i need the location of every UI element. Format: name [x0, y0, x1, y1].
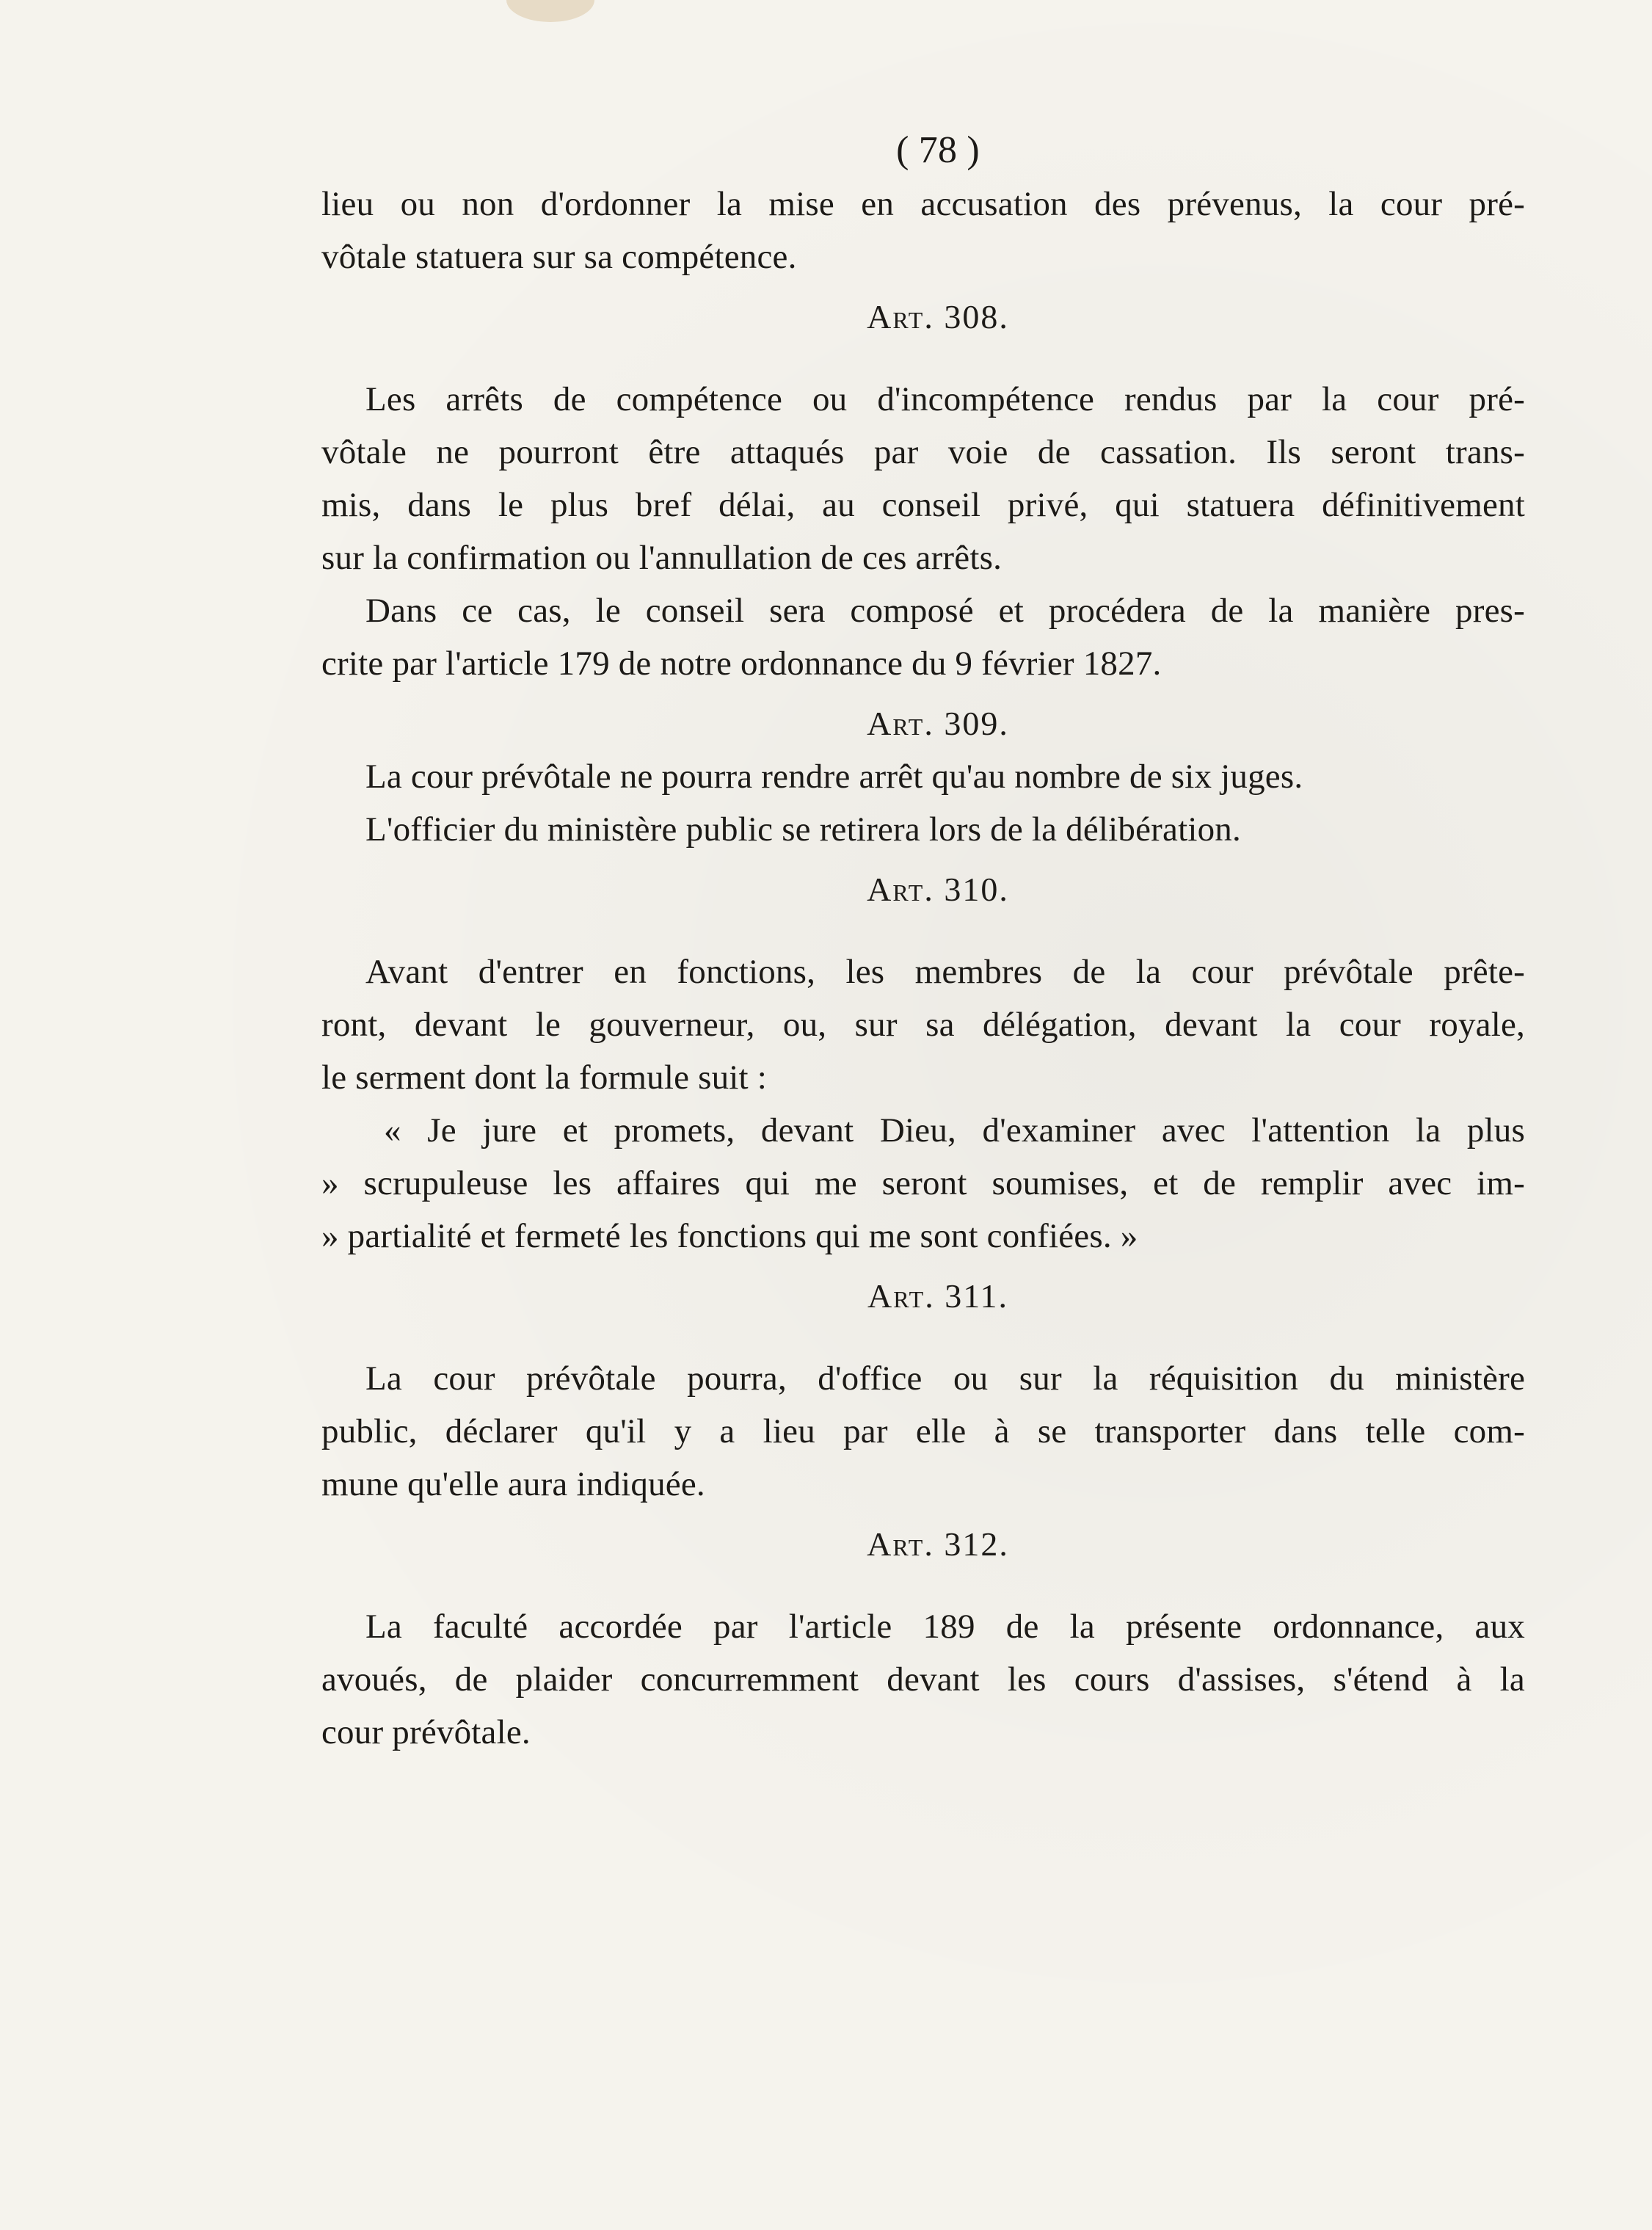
- text-line: La cour prévôtale pourra, d'office ou sur la réquisition du ministère: [365, 1359, 1525, 1398]
- text-line: public, déclarer qu'il y a lieu par elle à se transporter dans telle com-: [321, 1412, 1525, 1450]
- text-line: mune qu'elle aura indiquée.: [321, 1465, 705, 1503]
- text-line: avoués, de plaider concurremment devant les cours d'assises, s'étend à la: [321, 1660, 1525, 1699]
- text-line: sur la confirmation ou l'annullation de ces arrêts.: [321, 539, 1003, 577]
- text-line: » partialité et fermeté les fonctions qui me sont confiées. »: [321, 1217, 1138, 1255]
- text-line: crite par l'article 179 de notre ordonnance du 9 février 1827.: [321, 644, 1162, 683]
- text-line: L'officier du ministère public se retirera lors de la délibération.: [365, 810, 1241, 849]
- text-line: vôtale statuera sur sa compétence.: [321, 238, 797, 276]
- article-heading: Art. 311.: [867, 1277, 1008, 1315]
- text-line: Avant d'entrer en fonctions, les membres de la cour prévôtale prête-: [365, 953, 1525, 991]
- text-block: [321, 117, 1525, 1759]
- article-heading: Art. 308.: [867, 298, 1009, 335]
- text-line: « Je jure et promets, devant Dieu, d'examiner avec l'attention la plus: [384, 1111, 1525, 1149]
- text-line: Dans ce cas, le conseil sera composé et procédera de la manière pres-: [365, 592, 1525, 630]
- text-line: » scrupuleuse les affaires qui me seront soumises, et de remplir avec im-: [321, 1164, 1525, 1202]
- text-line: La faculté accordée par l'article 189 de la présente ordonnance, aux: [365, 1608, 1525, 1646]
- text-line: La cour prévôtale ne pourra rendre arrêt qu'au nombre de six juges.: [365, 758, 1303, 796]
- text-line: Les arrêts de compétence ou d'incompétence rendus par la cour pré-: [365, 380, 1525, 418]
- article-heading: Art. 312.: [867, 1525, 1009, 1563]
- article-heading: Art. 310.: [867, 871, 1009, 908]
- text-line: cour prévôtale.: [321, 1713, 531, 1751]
- text-line: ront, devant le gouverneur, ou, sur sa délégation, devant la cour royale,: [321, 1006, 1525, 1044]
- text-line: lieu ou non d'ordonner la mise en accusation des prévenus, la cour pré-: [321, 185, 1525, 223]
- page-number: ( 78 ): [896, 129, 980, 171]
- article-heading: Art. 309.: [867, 705, 1009, 742]
- paper-stain: [506, 0, 594, 22]
- text-line: le serment dont la formule suit :: [321, 1058, 768, 1097]
- text-line: vôtale ne pourront être attaqués par voie de cassation. Ils seront trans-: [321, 433, 1525, 471]
- text-line: mis, dans le plus bref délai, au conseil privé, qui statuera définitivement: [321, 486, 1525, 524]
